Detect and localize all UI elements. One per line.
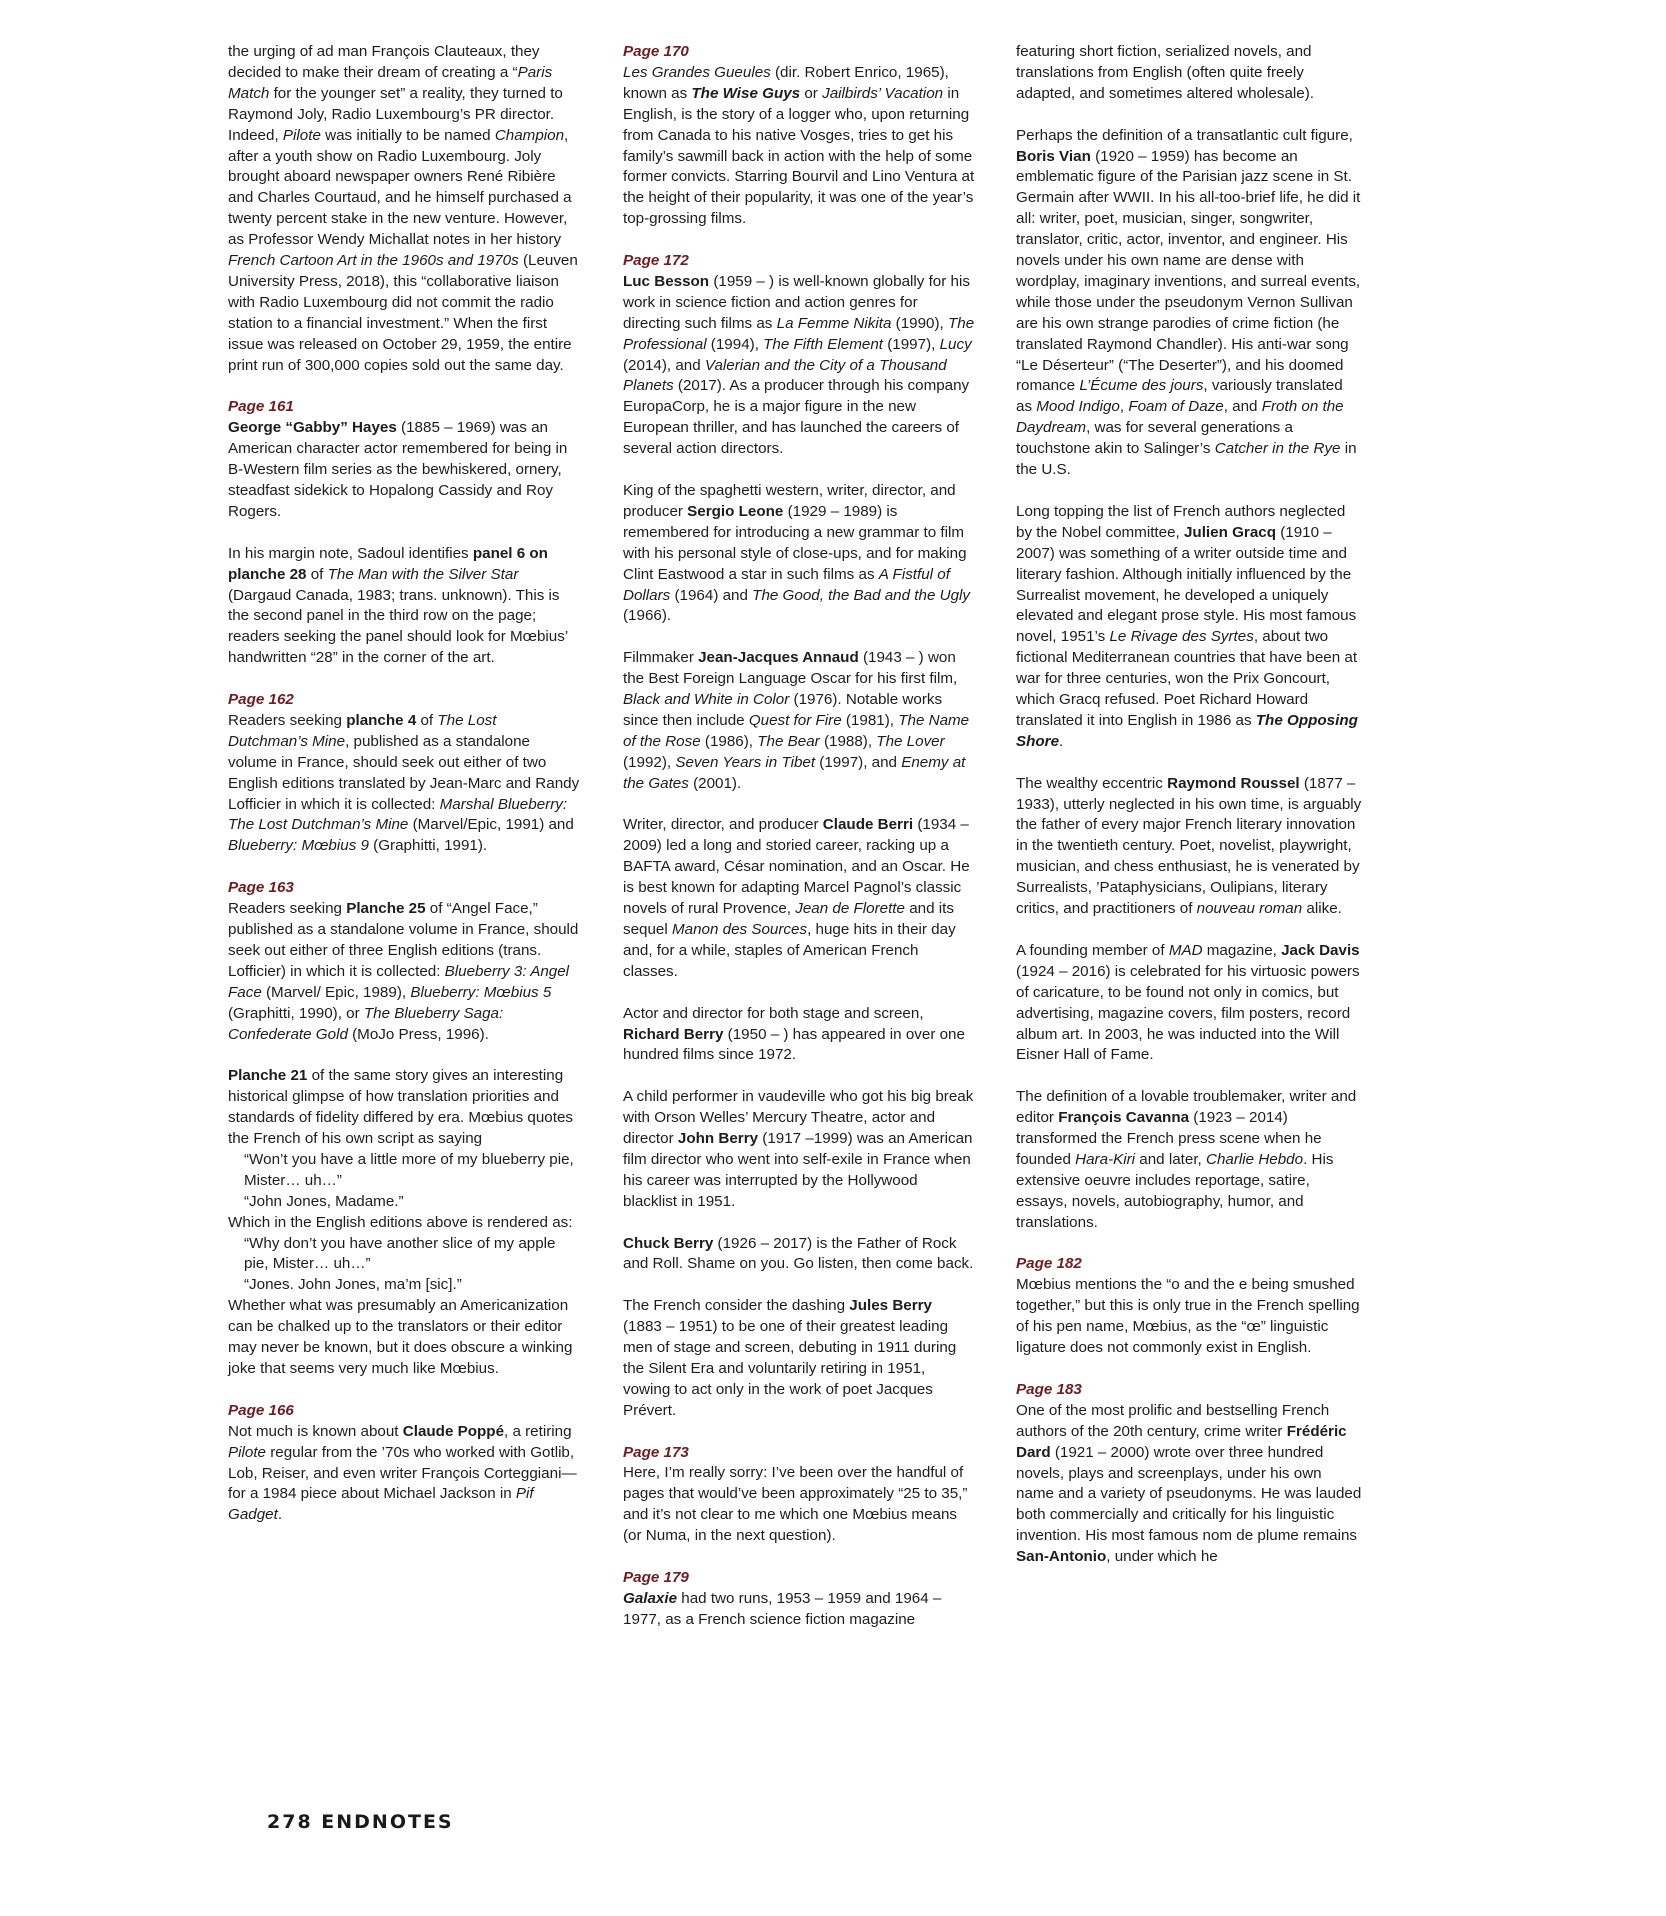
bold-term: Luc Besson — [623, 272, 710, 290]
endnote-paragraph — [623, 648, 975, 794]
text-run: . His extensive oeuvre includes reportage, satire, essays, novels, autobiography, humor, and translations. — [1016, 1150, 1334, 1231]
bold-term: planche 4 — [346, 711, 417, 729]
endnote-text — [623, 63, 975, 230]
text-run: , under which he — [1106, 1548, 1218, 1566]
endnote-text — [228, 711, 580, 857]
text-run: (Dargaud Canada, 1983; trans. unknown). This is the second panel in the third row on the page; readers seeking the panel should look for Mœbius’ handwritten “28” in the corner of the art. — [228, 586, 568, 667]
italic-title: Mood Indigo — [1036, 398, 1120, 416]
text-run: , a retiring — [504, 1422, 572, 1440]
text-run: (1976). Notable works since then include — [623, 691, 943, 729]
text-run: (1997), and — [815, 753, 902, 771]
bold-term: Planche 21 — [228, 1067, 308, 1085]
text-run: “Why don’t you have another slice of my apple pie, Mister… uh…” — [244, 1234, 556, 1273]
text-run: The definition of a lovable troublemaker, writer and editor — [1016, 1088, 1357, 1127]
text-run: , after a youth show on Radio Luxembourg. Joly brought aboard newspaper owners René Ribière and Charles Courtaud, and he himself purchased a twenty percent stake in the new venture. However, as Professor Wendy Michallat notes in her history — [228, 126, 572, 249]
text-run: regular from the ’70s who worked with Gotlib, Lob, Reiser, and even writer François Corteggiani—for a 1984 piece about Michael Jackson in — [228, 1443, 577, 1503]
bold-term: San-Antonio — [1016, 1548, 1107, 1566]
text-run: and later, — [1135, 1150, 1206, 1168]
text-run: of the same story gives an interesting historical glimpse of how translation priorities and standards of fidelity differed by era. Mœbius quotes the French of his own script as saying — [228, 1067, 573, 1148]
text-run: The French consider the dashing — [623, 1297, 850, 1315]
italic-title: The Bear — [757, 732, 820, 750]
text-run: Mœbius mentions the “o and the e being smushed together,” but this is only true in the French spelling of his pen name, Mœbius, as the “œ” linguistic ligature does not commonly exist in English. — [1016, 1276, 1360, 1357]
text-run: (1921 – 2000) wrote over three hundred novels, plays and screenplays, under his own name and a variety of pseudonyms. He was lauded both commercially and critically for his linguistic invention. His most famous nom de plume remains — [1016, 1443, 1362, 1545]
endnote-text — [228, 1422, 580, 1527]
text-run: A child performer in vaudeville who got his big break with Orson Welles’ Mercury Theatre, actor and director — [623, 1088, 974, 1148]
text-run: King of the spaghetti western, writer, director, and producer — [623, 482, 956, 520]
endnote-text — [228, 42, 580, 377]
italic-title: A Fistful of Dollars — [623, 565, 950, 604]
endnote-text — [623, 1296, 975, 1421]
italic-title: Foam of Daze — [1128, 398, 1224, 416]
bold-term: François Cavanna — [1058, 1109, 1190, 1127]
text-run: Writer, director, and producer — [623, 816, 823, 834]
endnote-text — [623, 1004, 975, 1067]
endnote-text — [623, 1234, 975, 1276]
column-1 — [228, 42, 580, 1547]
text-run: and its sequel — [623, 900, 954, 938]
italic-title: MAD — [1168, 941, 1203, 959]
endnote-paragraph — [228, 42, 580, 377]
text-run: in the U.S. — [1016, 440, 1357, 479]
endnote-paragraph — [228, 544, 580, 669]
quoted-line — [228, 1275, 580, 1296]
italic-title: Paris Match — [228, 63, 553, 102]
quoted-line — [228, 1192, 580, 1213]
page-footer: 278 ENDNOTES — [267, 1811, 454, 1833]
text-run: (1986), — [700, 732, 758, 750]
endnote-paragraph — [623, 1087, 975, 1212]
text-run: (1997), — [883, 335, 940, 353]
column-3 — [1016, 42, 1362, 1589]
section-heading: Page 161 — [228, 398, 294, 416]
text-run: (Marvel/Epic, 1991) and — [408, 816, 574, 834]
bold-term: Claude Poppé — [402, 1422, 505, 1440]
text-run: (2017). As a producer through his company EuropaCorp, he is a major figure in the new European thriller, and has launched the careers of several action directors. — [623, 377, 970, 458]
bold-term: Boris Vian — [1016, 147, 1091, 165]
endnote-text — [623, 1589, 975, 1631]
endnote-section — [623, 1568, 975, 1631]
text-run: for the younger set” a reality, they turned to Raymond Joly, Radio Luxembourg’s PR director. Indeed, — [228, 84, 563, 144]
italic-title: Pilote — [228, 1443, 266, 1461]
bold-term: The Opposing Shore — [1016, 711, 1358, 750]
endnote-text — [623, 1463, 975, 1547]
italic-title: The Good, the Bad and the Ugly — [752, 586, 971, 604]
bold-term: Julien Gracq — [1183, 523, 1276, 541]
text-run: , was for several generations a touchstone akin to Salinger’s — [1016, 419, 1293, 458]
endnote-text — [228, 1213, 580, 1234]
text-run: (1966). — [623, 607, 672, 625]
section-heading: Page 182 — [1016, 1255, 1082, 1273]
bold-term: Planche 25 — [346, 900, 426, 918]
text-run: (2001). — [688, 774, 742, 792]
italic-title: Blueberry: Mœbius 9 — [228, 837, 369, 855]
text-run: Filmmaker — [623, 649, 699, 667]
endnote-section — [1016, 1380, 1362, 1568]
italic-title: Jean de Florette — [795, 900, 905, 918]
text-run: , and — [1223, 398, 1262, 416]
endnote-text — [1016, 42, 1362, 105]
bold-term: Jules Berry — [849, 1297, 933, 1315]
text-run: Readers seeking — [228, 711, 347, 729]
text-run: of — [306, 565, 328, 583]
endnote-text — [228, 899, 580, 1045]
italic-title: Jailbirds’ Vacation — [822, 84, 944, 102]
text-run: Whether what was presumably an Americanization can be chalked up to the translators or their editor may never be known, but it does obscure a winking joke that seems very much like Mœbius. — [228, 1297, 573, 1378]
italic-title: The Fifth Element — [763, 335, 884, 353]
text-run: “John Jones, Madame.” — [244, 1192, 404, 1210]
endnote-paragraph — [1016, 774, 1362, 920]
italic-title: Blueberry: Mœbius 5 — [410, 983, 552, 1001]
text-run: (1994), — [706, 335, 764, 353]
text-run: Long topping the list of French authors neglected by the Nobel committee, — [1016, 502, 1346, 541]
italic-title: Marshal Blueberry: The Lost Dutchman’s Mine — [228, 795, 568, 834]
text-run: had two runs, 1953 – 1959 and 1964 – 1977, as a French science fiction magazine — [623, 1589, 942, 1628]
endnote-section — [228, 878, 580, 1045]
text-run: (1877 – 1933), utterly neglected in his own time, is arguably the father of every major French literary innovation in the twentieth century. Poet, novelist, playwright, musician, and chess enthusiast, he is venerated by Surrealists, ’Pataphysicians, Oulipians, literary critics, and practitioners of — [1016, 774, 1362, 918]
quoted-line — [228, 1234, 580, 1276]
italic-title: The Man with the Silver Star — [327, 565, 519, 583]
italic-title: The Blueberry Saga: Confederate Gold — [228, 1004, 504, 1043]
bold-term: Jack Davis — [1281, 941, 1360, 959]
italic-title: Pilote — [282, 126, 321, 144]
italic-title: Lucy — [939, 335, 972, 353]
endnote-text — [228, 1296, 580, 1380]
endnote-text — [1016, 1401, 1362, 1568]
text-run: “Won’t you have a little more of my blueberry pie, Mister… uh…” — [244, 1150, 574, 1189]
section-heading: Page 179 — [623, 1569, 689, 1586]
endnote-text — [623, 648, 975, 794]
endnote-section — [1016, 1254, 1362, 1359]
endnote-section — [623, 42, 975, 230]
section-heading: Page 170 — [623, 43, 689, 60]
endnote-text — [623, 272, 975, 460]
endnote-section — [623, 251, 975, 460]
endnote-text — [1016, 502, 1362, 753]
endnote-section — [228, 397, 580, 522]
text-run: Here, I’m really sorry: I’ve been over the handful of pages that would’ve been approximately “25 to 35,” and it’s not clear to me which one Mœbius means (or Numa, in the next question). — [623, 1464, 968, 1545]
endnote-section — [228, 690, 580, 857]
text-run: One of the most prolific and bestselling French authors of the 20th century, crime writer — [1016, 1401, 1330, 1440]
bold-term: Claude Berri — [822, 816, 914, 834]
endnote-text — [228, 418, 580, 523]
italic-title: Seven Years in Tibet — [675, 753, 816, 771]
endnote-text — [1016, 1087, 1362, 1233]
text-run: (MoJo Press, 1996). — [347, 1025, 489, 1043]
endnote-paragraph — [1016, 502, 1362, 753]
text-run: (1950 – ) has appeared in over one hundred films since 1972. — [623, 1025, 965, 1064]
endnote-paragraph — [623, 1004, 975, 1067]
italic-title: The Professional — [623, 314, 975, 353]
endnote-text — [1016, 941, 1362, 1066]
endnote-paragraph — [623, 481, 975, 627]
bold-term: Raymond Roussel — [1167, 774, 1300, 792]
endnote-paragraph — [623, 1234, 975, 1276]
text-run: Actor and director for both stage and screen, — [623, 1004, 924, 1022]
bold-term: Richard Berry — [623, 1025, 724, 1043]
text-run: The wealthy eccentric — [1016, 774, 1168, 792]
text-run: in English, is the story of a logger who, upon returning from Canada to his native Vosges, tries to get his family’s sawmill back in action with the help of some former convicts. Starring Bourvil and Lino Ventura at the height of their popularity, it was one of the year’s top-grossing films. — [623, 84, 975, 228]
endnote-paragraph — [1016, 42, 1362, 105]
italic-title: The Lover — [876, 732, 945, 750]
italic-title: La Femme Nikita — [776, 314, 892, 332]
italic-title: Champion — [494, 126, 565, 144]
text-run: (1926 – 2017) is the Father of Rock and Roll. Shame on you. Go listen, then come back. — [623, 1234, 974, 1273]
text-run: featuring short fiction, serialized novels, and translations from English (often quite freely adapted, and sometimes altered wholesale). — [1016, 43, 1315, 102]
text-run: (1990), — [891, 314, 948, 332]
text-run: (1885 – 1969) was an American character actor remembered for being in B-Western film series as the bewhiskered, ornery, steadfast sidekick to Hopalong Cassidy and Roy Rogers. — [228, 419, 568, 520]
text-run: (Graphitti, 1991). — [368, 837, 488, 855]
text-run: (1917 –1999) was an American film director who went into self-exile in France when his career was interrupted by the Hollywood blacklist in 1951. — [623, 1130, 973, 1210]
text-run: (1924 – 2016) is celebrated for his virtuosic powers of caricature, to be found not only in comics, but advertising, magazine covers, film posters, record album art. In 2003, he was inducted into the Will Eisner Hall of Fame. — [1016, 962, 1360, 1064]
endnote-text — [1016, 126, 1362, 481]
text-run: (1923 – 2014) transformed the French press scene when he founded — [1016, 1109, 1322, 1168]
endnote-text — [623, 1087, 975, 1212]
section-heading: Page 173 — [623, 1443, 689, 1461]
text-run: , — [1119, 398, 1129, 416]
text-run: (1992), — [623, 753, 676, 771]
bold-term: John Berry — [677, 1130, 759, 1148]
text-run: (dir. Robert Enrico, 1965), known as — [623, 63, 949, 102]
bold-term: Chuck Berry — [623, 1234, 714, 1252]
text-run: , variously translated as — [1016, 377, 1343, 416]
text-run: (1929 – 1989) is remembered for introducing a new grammar to film with his personal style of close-ups, and for making Clint Eastwood a star in such films as — [623, 502, 967, 583]
bold-term: panel 6 on planche 28 — [228, 544, 548, 583]
italic-title: Hara-Kiri — [1075, 1150, 1136, 1168]
text-run: magazine, — [1202, 941, 1282, 959]
column-2 — [623, 42, 975, 1652]
section-heading: Page 162 — [228, 691, 294, 709]
text-run: (Graphitti, 1990), or — [228, 1004, 364, 1022]
text-run: Not much is known about — [228, 1422, 403, 1440]
italic-title: Charlie Hebdo — [1205, 1150, 1304, 1168]
text-run: , about two fictional Mediterranean countries that have been at war for three centuries, won the Prix Goncourt, which Gracq refused. Poet Richard Howard translated it into English in 1986 as — [1016, 628, 1358, 729]
text-run: “Jones. John Jones, ma’m [sic].” — [244, 1276, 462, 1294]
text-run: Which in the English editions above is rendered as: — [228, 1213, 573, 1231]
text-run: Perhaps the definition of a transatlantic cult figure, — [1016, 126, 1353, 144]
text-run: (Marvel/ Epic, 1989), — [261, 983, 411, 1001]
bold-term: George “Gabby” Hayes — [228, 419, 397, 437]
endnote-section — [623, 1443, 975, 1548]
text-run: of “Angel Face,” published as a standalone volume in France, should seek out either of three English editions (trans. Lofficier) in which it is collected: — [228, 900, 579, 980]
text-run: of — [416, 711, 438, 729]
text-run: In his margin note, Sadoul identifies — [228, 544, 473, 562]
endnote-text — [228, 1066, 580, 1150]
bold-term: Jean-Jacques Annaud — [698, 649, 859, 667]
endnote-text — [1016, 1275, 1362, 1359]
section-heading: Page 183 — [1016, 1380, 1082, 1398]
italic-title: Valerian and the City of a Thousand Planets — [623, 356, 947, 395]
endnote-text — [228, 544, 580, 669]
text-run: (1883 – 1951) to be one of their greatest leading men of stage and screen, debuting in 1911 during the Silent Era and voluntarily retiring in 1951, vowing to act only in the work of poet Jacques Prévert. — [623, 1318, 957, 1419]
text-run: (2014), and — [623, 356, 705, 374]
text-run: (1920 – 1959) has become an emblematic figure of the Parisian jazz scene in St. Germain after WWII. In his all-too-brief life, he did it all: writer, poet, musician, singer, songwriter, translator, critic, actor, inventor, and engineer. His novels under his own name are dense with wordplay, imaginary inventions, and surreal events, while those under the pseudonym Vernon Sullivan are his own strange parodies of crime fiction (he translated Raymond Chandler). His anti-war song “Le Déserteur” (“The Deserter”), and his doomed romance — [1016, 147, 1361, 395]
italic-title: Les Grandes Gueules — [623, 63, 771, 81]
text-run: (1943 – ) won the Best Foreign Language Oscar for his first film, — [623, 649, 958, 688]
text-run: , published as a standalone volume in France, should seek out either of two English editions translated by Jean-Marc and Randy Lofficier in which it is collected: — [228, 732, 580, 813]
text-run: was initially to be named — [320, 126, 495, 144]
text-run: (1934 – 2009) led a long and storied career, racking up a BAFTA award, César nomination, and an Oscar. He is best known for adapting Marcel Pagnol’s classic novels of rural Provence, — [623, 816, 970, 918]
italic-title: Froth on the Daydream — [1016, 398, 1344, 437]
italic-title: The Name of the Rose — [623, 711, 970, 750]
section-heading: Page 163 — [228, 879, 294, 897]
italic-title: Pif Gadget — [228, 1485, 534, 1524]
italic-title: Blueberry 3: Angel Face — [228, 962, 570, 1001]
italic-title: Le Rivage des Syrtes — [1109, 628, 1254, 646]
italic-title: Quest for Fire — [748, 711, 842, 729]
text-run: alike. — [1302, 900, 1342, 918]
endnote-paragraph — [623, 1296, 975, 1421]
italic-title: Black and White in Color — [623, 691, 790, 709]
italic-title: L’Écume des jours — [1079, 377, 1204, 395]
italic-title: Catcher in the Rye — [1214, 440, 1341, 458]
endnote-paragraph — [1016, 941, 1362, 1066]
text-run: (1964) and — [670, 586, 753, 604]
text-run: the urging of ad man François Clauteaux, they decided to make their dream of creating a “ — [228, 43, 540, 81]
text-run: or — [800, 84, 823, 102]
section-heading: Page 166 — [228, 1401, 294, 1419]
italic-title: Manon des Sources — [671, 921, 808, 938]
endnote-text — [1016, 774, 1362, 920]
text-run: (Leuven University Press, 2018), this “collaborative liaison with Radio Luxembourg did not commit the radio station to a financial investment.” When the first issue was released on October 29, 1959, the entire print run of 300,000 copies sold out the same day. — [228, 252, 578, 374]
text-run: (1959 – ) is well-known globally for his work in science fiction and action genres for directing such films as — [623, 272, 970, 332]
endnote-text — [623, 815, 975, 982]
quoted-line — [228, 1150, 580, 1192]
text-run: Readers seeking — [228, 900, 347, 918]
endnote-paragraph — [1016, 1087, 1362, 1233]
text-run: (1988), — [819, 732, 877, 750]
text-run: A founding member of — [1016, 941, 1169, 959]
bold-term: Galaxie — [623, 1589, 678, 1607]
italic-title: nouveau roman — [1196, 900, 1303, 918]
endnote-paragraph — [1016, 126, 1362, 481]
italic-title: The Lost Dutchman’s Mine — [228, 711, 497, 750]
endnote-section — [228, 1401, 580, 1526]
text-run: (1981), — [841, 711, 899, 729]
endnote-paragraph — [228, 1066, 580, 1380]
section-heading: Page 172 — [623, 252, 689, 270]
text-run: . — [277, 1506, 283, 1524]
bold-term: The Wise Guys — [691, 84, 801, 102]
endnote-text — [623, 481, 975, 627]
italic-title: Enemy at the Gates — [623, 753, 966, 792]
text-run: (1910 – 2007) was something of a writer outside time and literary fashion. Although initially influenced by the Surrealist movement, he developed a uniquely elevated and elegant prose style. His most famous novel, 1951’s — [1016, 523, 1357, 646]
bold-term: Frédéric Dard — [1016, 1422, 1347, 1461]
text-run: , huge hits in their day and, for a while, staples of American French classes. — [623, 921, 956, 980]
italic-title: French Cartoon Art in the 1960s and 1970s — [228, 252, 519, 270]
bold-term: Sergio Leone — [687, 502, 784, 520]
text-run: . — [1059, 732, 1064, 750]
endnote-paragraph — [623, 815, 975, 982]
